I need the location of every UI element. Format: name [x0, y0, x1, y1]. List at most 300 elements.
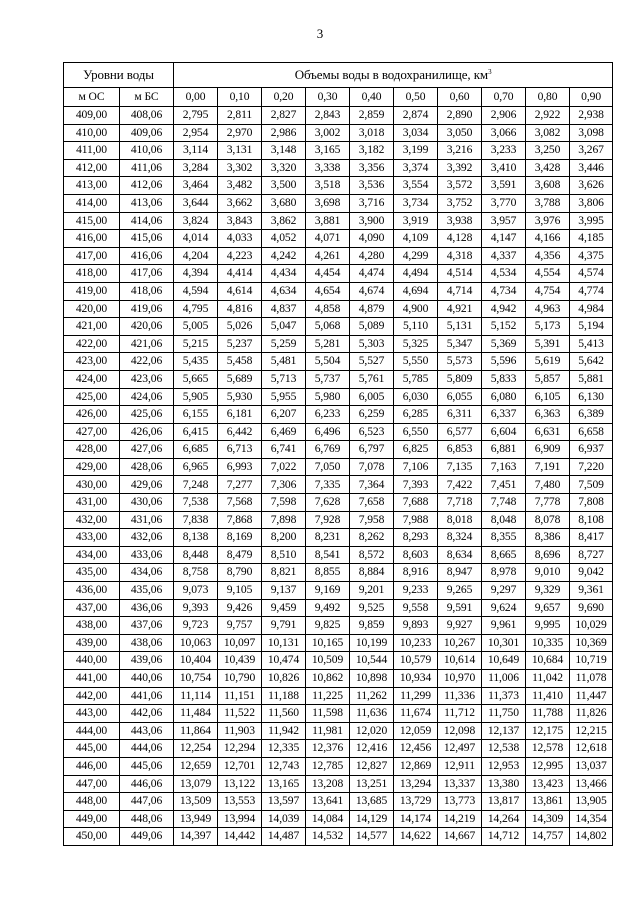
- level-os-cell: 438,00: [64, 617, 120, 635]
- volume-cell: 11,336: [438, 687, 482, 705]
- volume-cell: 6,363: [526, 406, 570, 424]
- volume-cell: 8,696: [526, 546, 570, 564]
- volume-cell: 11,674: [394, 705, 438, 723]
- volume-cell: 4,414: [218, 265, 262, 283]
- volume-cell: 7,598: [262, 494, 306, 512]
- volume-table: [63, 62, 613, 846]
- level-os-cell: 441,00: [64, 670, 120, 688]
- volume-cell: 3,199: [394, 142, 438, 160]
- col-header-volume: 0,40: [350, 88, 394, 107]
- table-body: [64, 107, 613, 846]
- table-row: [64, 142, 613, 160]
- col-header-volume: 0,70: [482, 88, 526, 107]
- volume-cell: 3,018: [350, 124, 394, 142]
- table-row: [64, 564, 613, 582]
- level-bs-cell: 414,06: [120, 212, 174, 230]
- volume-cell: 7,335: [306, 476, 350, 494]
- volume-cell: 8,510: [262, 546, 306, 564]
- volume-cell: 12,659: [174, 757, 218, 775]
- col-header-volume: 0,10: [218, 88, 262, 107]
- level-bs-cell: 432,06: [120, 529, 174, 547]
- level-bs-cell: 440,06: [120, 670, 174, 688]
- volume-cell: 3,356: [350, 159, 394, 177]
- volume-cell: 8,386: [526, 529, 570, 547]
- volume-cell: 7,988: [394, 511, 438, 529]
- volume-cell: 9,459: [262, 599, 306, 617]
- volume-cell: 6,685: [174, 441, 218, 459]
- level-os-cell: 447,00: [64, 775, 120, 793]
- level-os-cell: 410,00: [64, 124, 120, 142]
- volume-cell: 11,560: [262, 705, 306, 723]
- volume-cell: 14,487: [262, 828, 306, 846]
- volume-cell: 5,596: [482, 353, 526, 371]
- volume-cell: 12,020: [350, 722, 394, 740]
- level-bs-cell: 416,06: [120, 247, 174, 265]
- volume-cell: 3,182: [350, 142, 394, 160]
- volume-cell: 4,454: [306, 265, 350, 283]
- volume-cell: 12,376: [306, 740, 350, 758]
- level-bs-cell: 423,06: [120, 370, 174, 388]
- volume-cell: 3,034: [394, 124, 438, 142]
- level-os-cell: 420,00: [64, 300, 120, 318]
- table-row: [64, 282, 613, 300]
- volume-cell: 8,108: [570, 511, 613, 529]
- volume-cell: 9,723: [174, 617, 218, 635]
- volume-cell: 10,579: [394, 652, 438, 670]
- volume-cell: 14,264: [482, 810, 526, 828]
- level-os-cell: 443,00: [64, 705, 120, 723]
- volume-cell: 2,986: [262, 124, 306, 142]
- volume-cell: 12,827: [350, 757, 394, 775]
- level-bs-cell: 421,06: [120, 335, 174, 353]
- volume-cell: 10,649: [482, 652, 526, 670]
- volume-cell: 4,654: [306, 282, 350, 300]
- volume-cell: 3,518: [306, 177, 350, 195]
- table-row: [64, 687, 613, 705]
- volume-cell: 14,039: [262, 810, 306, 828]
- volume-cell: 12,497: [438, 740, 482, 758]
- volume-cell: 4,337: [482, 247, 526, 265]
- volume-cell: 10,097: [218, 634, 262, 652]
- volume-cell: 13,905: [570, 793, 613, 811]
- volume-cell: 8,603: [394, 546, 438, 564]
- volume-cell: 2,874: [394, 107, 438, 125]
- volume-cell: 10,862: [306, 670, 350, 688]
- volumes-header: [174, 63, 613, 88]
- volume-cell: 5,857: [526, 370, 570, 388]
- volume-cell: 6,993: [218, 458, 262, 476]
- volume-cell: 10,719: [570, 652, 613, 670]
- volume-cell: 2,811: [218, 107, 262, 125]
- volume-cell: 6,259: [350, 406, 394, 424]
- volume-cell: 10,029: [570, 617, 613, 635]
- volume-cell: 11,788: [526, 705, 570, 723]
- volume-cell: 8,884: [350, 564, 394, 582]
- level-os-cell: 418,00: [64, 265, 120, 283]
- volume-cell: 6,389: [570, 406, 613, 424]
- level-os-cell: 415,00: [64, 212, 120, 230]
- volume-cell: 5,259: [262, 335, 306, 353]
- volume-cell: 5,458: [218, 353, 262, 371]
- volume-cell: 3,698: [306, 194, 350, 212]
- volume-cell: 6,881: [482, 441, 526, 459]
- volume-cell: 2,954: [174, 124, 218, 142]
- table-row: [64, 388, 613, 406]
- volume-cell: 10,509: [306, 652, 350, 670]
- level-bs-cell: 449,06: [120, 828, 174, 846]
- volume-cell: 7,050: [306, 458, 350, 476]
- volume-cell: 12,911: [438, 757, 482, 775]
- level-os-cell: 417,00: [64, 247, 120, 265]
- volume-cell: 11,522: [218, 705, 262, 723]
- volume-cell: 14,667: [438, 828, 482, 846]
- table-row: [64, 124, 613, 142]
- col-header-volume: 0,60: [438, 88, 482, 107]
- volume-cell: 3,716: [350, 194, 394, 212]
- volume-cell: 2,859: [350, 107, 394, 125]
- volume-cell: 6,965: [174, 458, 218, 476]
- volume-cell: 5,481: [262, 353, 306, 371]
- volume-cell: 14,622: [394, 828, 438, 846]
- volume-cell: 4,299: [394, 247, 438, 265]
- volume-cell: 3,233: [482, 142, 526, 160]
- volume-cell: 11,114: [174, 687, 218, 705]
- volume-cell: 8,572: [350, 546, 394, 564]
- level-bs-cell: 448,06: [120, 810, 174, 828]
- volume-cell: 5,930: [218, 388, 262, 406]
- table-row: [64, 529, 613, 547]
- level-bs-cell: 434,06: [120, 564, 174, 582]
- volume-cell: 6,181: [218, 406, 262, 424]
- volume-cell: 3,002: [306, 124, 350, 142]
- volume-cell: 12,098: [438, 722, 482, 740]
- volume-cell: 5,881: [570, 370, 613, 388]
- volume-cell: 10,754: [174, 670, 218, 688]
- volume-cell: 4,356: [526, 247, 570, 265]
- volume-cell: 4,634: [262, 282, 306, 300]
- volume-cell: 11,636: [350, 705, 394, 723]
- volume-cell: 8,324: [438, 529, 482, 547]
- volume-cell: 9,927: [438, 617, 482, 635]
- volume-cell: 4,837: [262, 300, 306, 318]
- volume-cell: 7,163: [482, 458, 526, 476]
- volume-cell: 4,774: [570, 282, 613, 300]
- level-os-cell: 430,00: [64, 476, 120, 494]
- level-bs-cell: 429,06: [120, 476, 174, 494]
- volume-cell: 9,657: [526, 599, 570, 617]
- volume-cell: 13,685: [350, 793, 394, 811]
- volume-cell: 14,442: [218, 828, 262, 846]
- volume-cell: 13,949: [174, 810, 218, 828]
- volume-cell: 8,947: [438, 564, 482, 582]
- volume-cell: 3,114: [174, 142, 218, 160]
- volume-cell: 7,509: [570, 476, 613, 494]
- level-os-cell: 412,00: [64, 159, 120, 177]
- volume-cell: 10,684: [526, 652, 570, 670]
- col-header-bs: м БС: [120, 88, 174, 107]
- volume-cell: 10,790: [218, 670, 262, 688]
- volume-cell: 7,688: [394, 494, 438, 512]
- volume-cell: 11,826: [570, 705, 613, 723]
- volume-cell: 12,416: [350, 740, 394, 758]
- volume-cell: 5,665: [174, 370, 218, 388]
- volume-cell: 10,369: [570, 634, 613, 652]
- volume-cell: 4,223: [218, 247, 262, 265]
- volume-cell: 6,658: [570, 423, 613, 441]
- volume-cell: 12,059: [394, 722, 438, 740]
- volume-cell: 3,881: [306, 212, 350, 230]
- volume-cell: 13,817: [482, 793, 526, 811]
- level-bs-cell: 446,06: [120, 775, 174, 793]
- volume-cell: 4,242: [262, 247, 306, 265]
- col-header-volume: 0,80: [526, 88, 570, 107]
- volume-cell: 7,422: [438, 476, 482, 494]
- level-os-cell: 421,00: [64, 318, 120, 336]
- volume-cell: 6,105: [526, 388, 570, 406]
- volume-cell: 9,995: [526, 617, 570, 635]
- volume-cell: 13,122: [218, 775, 262, 793]
- volume-cell: 13,553: [218, 793, 262, 811]
- volume-cell: 4,128: [438, 230, 482, 248]
- table-row: [64, 230, 613, 248]
- level-os-cell: 431,00: [64, 494, 120, 512]
- volume-cell: 11,484: [174, 705, 218, 723]
- volume-cell: 7,958: [350, 511, 394, 529]
- volume-cell: 11,598: [306, 705, 350, 723]
- volume-cell: 9,393: [174, 599, 218, 617]
- volume-cell: 8,138: [174, 529, 218, 547]
- volume-cell: 9,105: [218, 582, 262, 600]
- volume-cell: 8,417: [570, 529, 613, 547]
- volume-cell: 9,591: [438, 599, 482, 617]
- volume-cell: 9,690: [570, 599, 613, 617]
- volume-cell: 8,916: [394, 564, 438, 582]
- volume-cell: 9,961: [482, 617, 526, 635]
- table-row: [64, 810, 613, 828]
- volume-cell: 10,199: [350, 634, 394, 652]
- level-bs-cell: 408,06: [120, 107, 174, 125]
- volume-cell: 2,827: [262, 107, 306, 125]
- volume-cell: 10,474: [262, 652, 306, 670]
- volume-cell: 5,435: [174, 353, 218, 371]
- volume-cell: 12,538: [482, 740, 526, 758]
- volume-cell: 4,071: [306, 230, 350, 248]
- level-bs-cell: 442,06: [120, 705, 174, 723]
- level-os-cell: 424,00: [64, 370, 120, 388]
- volume-cell: 6,442: [218, 423, 262, 441]
- volume-cell: 7,838: [174, 511, 218, 529]
- col-header-volume: 0,50: [394, 88, 438, 107]
- volume-cell: 5,550: [394, 353, 438, 371]
- volume-cell: 8,200: [262, 529, 306, 547]
- table-row: [64, 494, 613, 512]
- volume-cell: 4,734: [482, 282, 526, 300]
- level-bs-cell: 419,06: [120, 300, 174, 318]
- volume-cell: 2,922: [526, 107, 570, 125]
- volume-cell: 10,614: [438, 652, 482, 670]
- volume-cell: 3,734: [394, 194, 438, 212]
- volume-cell: 12,995: [526, 757, 570, 775]
- table-row: [64, 300, 613, 318]
- volume-cell: 6,130: [570, 388, 613, 406]
- volume-cell: 12,743: [262, 757, 306, 775]
- volume-cell: 3,919: [394, 212, 438, 230]
- level-os-cell: 444,00: [64, 722, 120, 740]
- volume-cell: 8,821: [262, 564, 306, 582]
- volume-cell: 11,942: [262, 722, 306, 740]
- volume-cell: 7,718: [438, 494, 482, 512]
- volume-cell: 10,335: [526, 634, 570, 652]
- volume-cell: 5,833: [482, 370, 526, 388]
- volume-cell: 3,428: [526, 159, 570, 177]
- table-row: [64, 476, 613, 494]
- volume-cell: 13,994: [218, 810, 262, 828]
- volume-cell: 4,858: [306, 300, 350, 318]
- level-bs-cell: 437,06: [120, 617, 174, 635]
- volume-cell: 11,006: [482, 670, 526, 688]
- volume-cell: 13,423: [526, 775, 570, 793]
- level-bs-cell: 426,06: [120, 423, 174, 441]
- volume-cell: 3,554: [394, 177, 438, 195]
- volume-cell: 12,701: [218, 757, 262, 775]
- volume-cell: 3,082: [526, 124, 570, 142]
- volume-cell: 4,204: [174, 247, 218, 265]
- level-os-cell: 426,00: [64, 406, 120, 424]
- volume-cell: 4,984: [570, 300, 613, 318]
- volume-cell: 5,152: [482, 318, 526, 336]
- volume-cell: 8,665: [482, 546, 526, 564]
- volume-cell: 13,597: [262, 793, 306, 811]
- volume-cell: 9,233: [394, 582, 438, 600]
- volume-cell: 4,033: [218, 230, 262, 248]
- volume-cell: 8,169: [218, 529, 262, 547]
- volume-cell: 4,185: [570, 230, 613, 248]
- level-os-cell: 432,00: [64, 511, 120, 529]
- table-row: [64, 265, 613, 283]
- volume-cell: 14,129: [350, 810, 394, 828]
- volume-cell: 9,361: [570, 582, 613, 600]
- volume-cell: 3,591: [482, 177, 526, 195]
- volume-cell: 5,504: [306, 353, 350, 371]
- volume-cell: 3,148: [262, 142, 306, 160]
- volumes-unit-sup: 3: [488, 68, 492, 76]
- volume-cell: 4,434: [262, 265, 306, 283]
- volume-cell: 4,921: [438, 300, 482, 318]
- level-os-cell: 414,00: [64, 194, 120, 212]
- volume-cell: 7,538: [174, 494, 218, 512]
- volume-cell: 7,480: [526, 476, 570, 494]
- volume-cell: 7,277: [218, 476, 262, 494]
- volume-cell: 11,410: [526, 687, 570, 705]
- level-os-cell: 445,00: [64, 740, 120, 758]
- level-os-cell: 427,00: [64, 423, 120, 441]
- volume-cell: 6,631: [526, 423, 570, 441]
- volume-cell: 6,496: [306, 423, 350, 441]
- level-os-cell: 450,00: [64, 828, 120, 846]
- level-bs-cell: 445,06: [120, 757, 174, 775]
- volume-cell: 8,293: [394, 529, 438, 547]
- volume-cell: 13,251: [350, 775, 394, 793]
- volume-cell: 4,014: [174, 230, 218, 248]
- volume-cell: 9,825: [306, 617, 350, 635]
- volume-cell: 5,110: [394, 318, 438, 336]
- level-bs-cell: 433,06: [120, 546, 174, 564]
- volume-cell: 3,626: [570, 177, 613, 195]
- volume-cell: 3,392: [438, 159, 482, 177]
- volume-cell: 6,415: [174, 423, 218, 441]
- volume-cell: 5,391: [526, 335, 570, 353]
- volume-cell: 7,306: [262, 476, 306, 494]
- volume-cell: 9,426: [218, 599, 262, 617]
- table-row: [64, 159, 613, 177]
- volume-cell: 5,194: [570, 318, 613, 336]
- volume-cell: 7,568: [218, 494, 262, 512]
- volume-cell: 9,201: [350, 582, 394, 600]
- volume-cell: 3,216: [438, 142, 482, 160]
- volume-cell: 11,981: [306, 722, 350, 740]
- volume-cell: 9,169: [306, 582, 350, 600]
- volume-cell: 8,479: [218, 546, 262, 564]
- volume-cell: 8,355: [482, 529, 526, 547]
- volume-cell: 11,373: [482, 687, 526, 705]
- level-bs-cell: 422,06: [120, 353, 174, 371]
- volume-cell: 3,788: [526, 194, 570, 212]
- volume-cell: 6,523: [350, 423, 394, 441]
- volume-cell: 4,474: [350, 265, 394, 283]
- volume-cell: 3,284: [174, 159, 218, 177]
- volume-cell: 9,042: [570, 564, 613, 582]
- volume-cell: 5,619: [526, 353, 570, 371]
- level-os-cell: 448,00: [64, 793, 120, 811]
- table-row: [64, 722, 613, 740]
- volume-cell: 3,267: [570, 142, 613, 160]
- volume-cell: 13,165: [262, 775, 306, 793]
- table-row: [64, 458, 613, 476]
- volume-cell: 3,957: [482, 212, 526, 230]
- volume-cell: 14,397: [174, 828, 218, 846]
- volume-cell: 4,514: [438, 265, 482, 283]
- volume-cell: 2,938: [570, 107, 613, 125]
- volume-cell: 13,079: [174, 775, 218, 793]
- volume-cell: 6,797: [350, 441, 394, 459]
- volume-cell: 14,802: [570, 828, 613, 846]
- volume-cell: 6,469: [262, 423, 306, 441]
- volume-cell: 4,375: [570, 247, 613, 265]
- level-bs-cell: 420,06: [120, 318, 174, 336]
- volume-cell: 5,413: [570, 335, 613, 353]
- volume-cell: 5,347: [438, 335, 482, 353]
- volume-cell: 2,970: [218, 124, 262, 142]
- volume-cell: 3,320: [262, 159, 306, 177]
- level-os-cell: 425,00: [64, 388, 120, 406]
- level-os-cell: 436,00: [64, 582, 120, 600]
- volume-cell: 5,325: [394, 335, 438, 353]
- table-row: [64, 194, 613, 212]
- volume-cell: 3,500: [262, 177, 306, 195]
- volume-cell: 8,448: [174, 546, 218, 564]
- volume-cell: 10,404: [174, 652, 218, 670]
- volume-cell: 6,155: [174, 406, 218, 424]
- volume-cell: 12,618: [570, 740, 613, 758]
- volume-cell: 11,042: [526, 670, 570, 688]
- level-os-cell: 429,00: [64, 458, 120, 476]
- volume-cell: 14,354: [570, 810, 613, 828]
- volume-cell: 13,773: [438, 793, 482, 811]
- volume-cell: 9,010: [526, 564, 570, 582]
- level-bs-cell: 447,06: [120, 793, 174, 811]
- volume-cell: 3,680: [262, 194, 306, 212]
- volume-cell: 9,073: [174, 582, 218, 600]
